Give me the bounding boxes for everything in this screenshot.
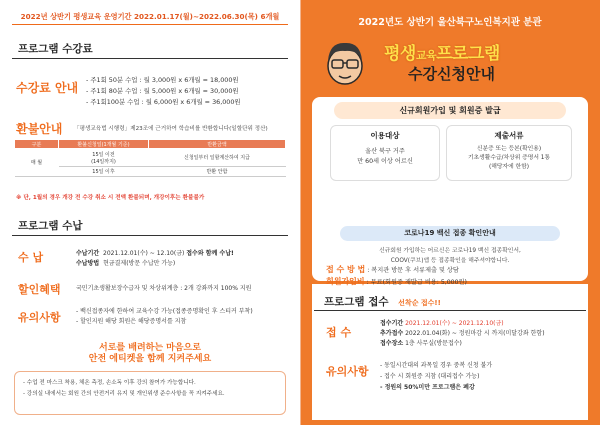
logo-word: 프로그램 [436,44,500,64]
column-header: 구분 [15,140,59,149]
fee-item: - 주1회100분 수업 : 월 6,000원 x 6개월 = 36,000원 [86,98,241,106]
documents-card [446,125,572,181]
covid-notice [326,246,574,266]
apply-value: 2022.01.04(화) ~ 정원마감 시 까지(미달강좌 한함) [405,330,545,337]
table-cell: 15일 이후 [59,167,149,177]
right-caution-list [380,360,492,393]
apply-line [380,329,545,339]
caution-item: - 동일시간대의 과목일 경우 중복 신청 불가 [380,362,493,369]
membership-fee-value: : 무료(회원증 재발급 비용: 5,000원) [366,279,467,286]
membership-fee-label: 회원가입비 [326,277,365,286]
table-cell: 반환 안함 [149,167,286,177]
caution-label: 유의사항 [18,311,61,324]
apply-title: 프로그램 접수 [324,296,389,308]
note-item: - 강의실 내에서는 회원 간의 안전거리 유지 및 개인위생 준수사항을 꼭 지켜주세요. [23,391,225,397]
covid-line: COOV(쿠브)앱 등 접종확인을 해주셔야합니다. [390,258,510,264]
receipt-method-label: 수납방법 [76,260,100,267]
receipt-period [76,249,234,259]
caution-list [76,307,253,327]
apply-label: 접 수 [326,326,352,339]
banner-line: 서로를 배려하는 마음으로 [99,343,201,353]
covid-header: 코로나19 백신 접종 확인안내 [340,226,560,241]
apply-subtitle: 선착순 접수!! [398,299,441,307]
fee-item: - 주1회 50분 수업 : 월 3,000원 x 6개월 = 18,000원 [86,76,239,84]
grandparent-avatar-icon [322,38,368,86]
caution-item: - 접수 시 회원증 지참 (대리접수 가능) [380,373,480,380]
refund-table [14,139,286,177]
caution-item: - 정원의 50%미만 프로그램은 폐강 [380,384,475,391]
column-header: 반환금액 [149,140,286,149]
note-item: - 수업 전 마스크 착용, 체온 측정, 손소독 이후 강의 참여가 가능합니다. [23,380,196,386]
membership-header: 신규회원가입 및 회원증 발급 [334,102,566,119]
documents-line: 신분증 또는 등본(확인용) [476,146,542,152]
table-header-row [15,140,286,149]
apply-section-title [324,294,441,309]
divider [300,0,301,425]
divider [12,24,288,25]
apply-key: 접수기간 [380,320,404,327]
caution-item: - 할인지원 해당 회원은 해당증명서를 지참 [76,318,187,325]
documents-body [447,145,571,172]
receipt-period-label: 수납기간 [76,250,100,257]
banner-line: 안전 에티켓을 함께 지켜주세요 [88,354,212,364]
covid-line: 신규회원 가입하는 어르신은 코로나19 백신 접종확인서, [379,248,521,254]
safety-banner [70,343,230,365]
receipt-method-value: 현금결제(방문 수납만 가능) [103,260,176,267]
target-line: 만 60세 이상 어르신 [357,158,413,165]
documents-line: (해당자에 한함) [489,164,529,170]
safety-notes [14,371,286,415]
apply-value: 2021.12.01(수) ~ 2021.12.10(금) [405,320,504,327]
table-cell: 15일 이전 (14일까지) [59,149,149,167]
divider [12,235,288,236]
apply-method-label: 접 수 방 법 [326,265,366,274]
apply-method [326,264,459,275]
documents-head: 제출서류 [494,131,524,140]
divider [12,58,288,59]
column-header: 환불신청일(1개월 기준) [59,140,149,149]
apply-line [380,339,545,349]
discount-text: 국민기초생활보장수급자 및 차상위계층 : 2개 강좌까지 100% 지원 [76,285,252,292]
logo-word: 평생 [384,44,416,64]
target-line: 울산 북구 거주 [365,148,405,155]
fee-section-title: 프로그램 수강료 [18,43,93,55]
membership-fee [326,276,467,287]
apply-value: 1층 사무실(방문접수) [405,340,462,347]
operation-period: 2022년 상반기 평생교육 운영기간 2022.01.17(월)~2022.06.30(목) 6개월 [20,12,280,21]
receipt-notice: 접수와 함께 수납! [186,250,234,257]
receipt-label: 수 납 [18,251,44,264]
table-cell: 신청일부터 일할계산하여 지급 [149,149,286,167]
refund-note: 「평생교육법 시행령」제23조에 근거하여 학습비를 반환합니다(일할단위 정산) [74,126,268,132]
receipt-period-value: 2021.12.01(수) ~ 12.10(금) [103,250,185,257]
target-card [330,125,440,181]
receipt-method [76,259,175,269]
program-logo [384,39,500,64]
fee-item: - 주1회 80분 수업 : 월 5,000원 x 6개월 = 30,000원 [86,87,239,95]
refund-label: 환불안내 [16,122,63,136]
apply-key: 추가접수 [380,330,404,337]
refund-warning: ※ 단, 1월의 경우 개강 전 수강 취소 시 전액 환불되며, 개강이후는 환불불가 [16,195,205,201]
target-body [331,147,439,167]
logo-subtitle: 수강신청안내 [408,65,495,83]
apply-line [380,319,545,329]
target-head: 이용대상 [370,131,400,140]
receipt-section-title: 프로그램 수납 [18,220,83,232]
table-cell: 매 월 [15,149,59,177]
apply-method-value: : 복지관 방문 후 서류제출 및 상담 [367,267,459,274]
logo-word: 교육 [415,49,437,62]
divider [314,310,586,311]
documents-line: 기초생활수급/차상위 증명서 1통 [467,155,551,161]
center-title: 2022년도 상반기 울산북구노인복지관 분관 [358,17,542,28]
right-caution-label: 유의사항 [326,365,369,378]
apply-details [380,319,545,349]
fee-label: 수강료 안내 [16,81,79,95]
apply-key: 접수장소 [380,340,404,347]
table-row [15,149,286,167]
fee-list [86,75,241,108]
caution-item: - 백신접종자에 한하여 교육수강 가능(접종증명확인 후 스티커 부착) [76,308,253,315]
discount-label: 할인혜택 [18,283,61,296]
